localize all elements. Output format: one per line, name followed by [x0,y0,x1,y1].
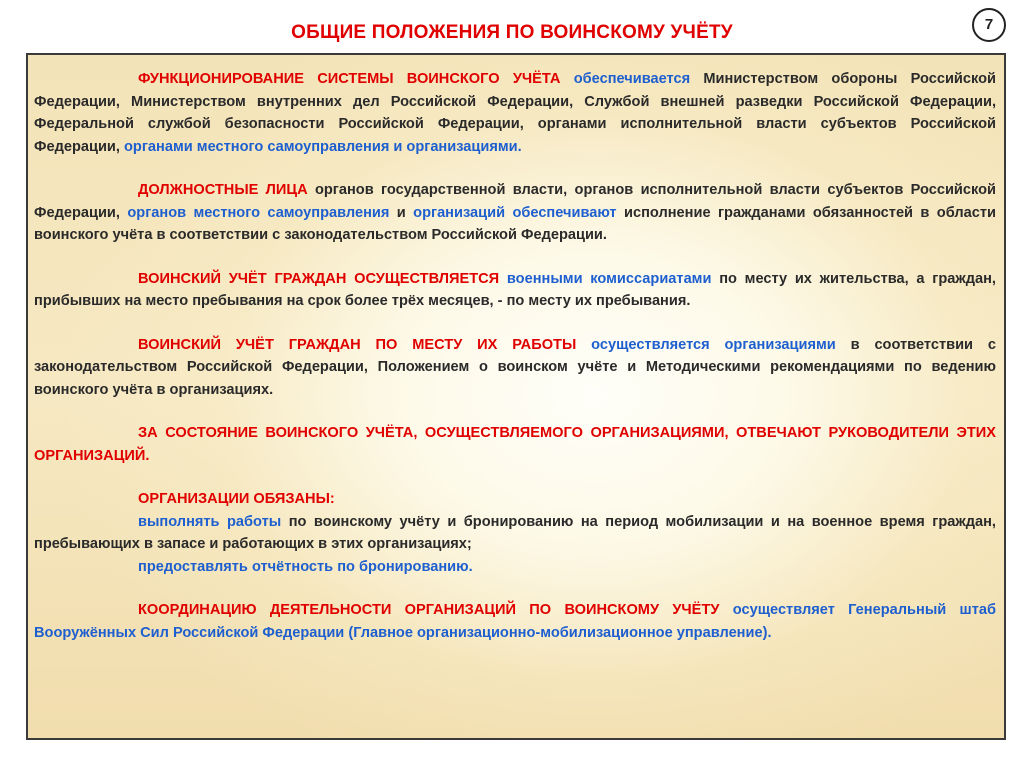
text-run: органами местного самоуправления и организациями. [124,138,522,155]
text-run: осуществляет Генеральный штаб Вооружённых Сил Российской Федерации (Главное организационно-мобилизационное управление). [34,602,996,641]
heading-obligations: ОРГАНИЗАЦИИ ОБЯЗАНЫ: [138,491,335,507]
paragraph-coordination [34,599,996,644]
text-run: выполнять работы [138,513,289,530]
text-run: органов местного самоуправления [127,204,397,221]
text-run: органов государственной власти, органов исполнительной власти субъектов Российской Федерации, [34,182,996,221]
paragraph-responsibility [34,422,996,467]
heading-coordination: КООРДИНАЦИЮ ДЕЯТЕЛЬНОСТИ ОРГАНИЗАЦИЙ ПО ВОИНСКОМУ УЧЁТУ [138,602,733,618]
obligations-block [34,488,996,578]
text-run: по воинскому учёту и бронированию на период мобилизации и на военное время граждан, пребывающих в запасе и работающих в этих организациях; [34,513,996,552]
text-run: в соответствии с законодательством Российской Федерации, Положением о воинском учёте и Методическими рекомендациями по ведению воинского учёта в организациях. [34,336,996,398]
text-run: обеспечивается [573,71,704,87]
paragraph-registration-work [34,334,996,402]
text-run: по месту их жительства, а граждан, прибывших на место пребывания на срок более трёх месяцев, - по месту их пребывания. [34,270,996,309]
paragraph-officials [34,179,996,247]
heading-officials: ДОЛЖНОСТНЫЕ ЛИЦА [138,182,315,198]
text-run: организаций обеспечивают [413,204,624,221]
heading-responsibility: ЗА СОСТОЯНИЕ ВОИНСКОГО УЧЁТА, ОСУЩЕСТВЛЯЕМОГО ОРГАНИЗАЦИЯМИ, ОТВЕЧАЮТ РУКОВОДИТЕЛИ ЭТИХ ОРГАНИЗАЦИЙ. [34,425,996,464]
heading-registration-work: ВОИНСКИЙ УЧЁТ ГРАЖДАН ПО МЕСТУ ИХ РАБОТЫ [138,336,592,353]
paragraph-functioning [34,68,996,158]
page-number-badge: 7 [972,8,1006,42]
text-run: осуществляется организациями [591,336,851,353]
text-run: исполнение гражданами обязанностей в области воинского учёта в соответствии с законодательством Российской Федерации. [34,204,996,243]
text-run: и [396,204,414,221]
obligations-heading [34,488,996,511]
paragraph-registration-residence [34,268,996,313]
heading-registration-residence: ВОИНСКИЙ УЧЁТ ГРАЖДАН ОСУЩЕСТВЛЯЕТСЯ [138,270,507,287]
obligation-item-1 [34,511,996,556]
obligation-item-2 [34,556,996,579]
heading-functioning: ФУНКЦИОНИРОВАНИЕ СИСТЕМЫ ВОИНСКОГО УЧЁТА [138,71,574,87]
page-title: ОБЩИЕ ПОЛОЖЕНИЯ ПО ВОИНСКОМУ УЧЁТУ [291,22,733,43]
text-run: Министерством обороны Российской Федерации, Министерством внутренних дел Российской Федерации, Службой внешней разведки Российской Федерации, Федеральной службой безопасности Российской Федерации, органами исполнительной власти субъектов Российской Федерации, [34,71,996,155]
text-run: предоставлять отчётность по бронированию. [138,558,473,575]
text-run: военными комиссариатами [506,270,720,287]
content-panel [26,53,1006,740]
